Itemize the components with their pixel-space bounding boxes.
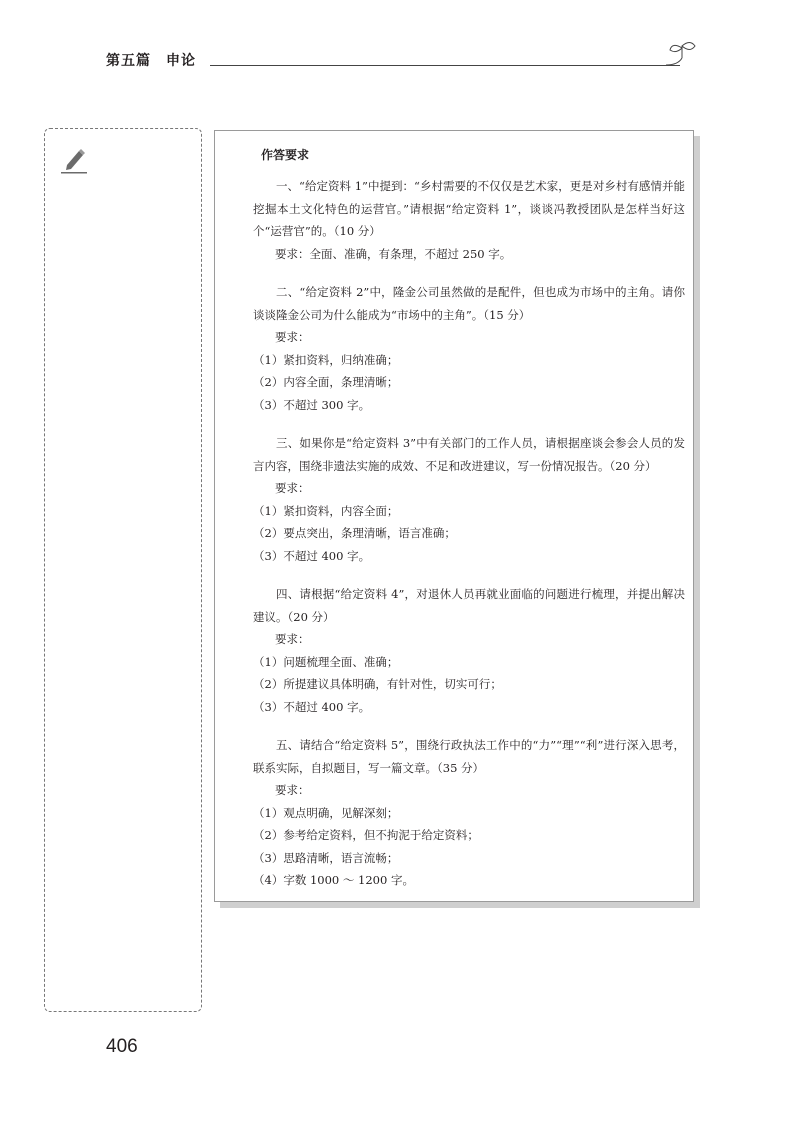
requirement-item: （3）不超过 400 字。	[253, 699, 371, 714]
notes-margin-box	[44, 128, 202, 1012]
question-stem: 三、如果你是“给定资料 3”中有关部门的工作人员，请根据座谈会参会人员的发言内容，围绕非遗法实施的成效、不足和改进建议，写一份情况报告。（20 分）	[253, 436, 685, 473]
requirement-item: （2）内容全面，条理清晰；	[253, 375, 399, 389]
sprout-icon	[664, 40, 698, 70]
page-number: 406	[106, 1036, 138, 1057]
requirement-item: （2）所提建议具体明确，有针对性，切实可行；	[253, 677, 502, 691]
requirement-item: （2）要点突出，条理清晰，语言准确；	[253, 526, 456, 540]
question-1	[253, 175, 685, 265]
chapter-title: 第五篇 申论	[106, 53, 196, 69]
panel-title: 作答要求	[261, 148, 310, 162]
header-rule	[210, 65, 680, 66]
page-header	[0, 0, 800, 90]
question-requirement: 要求：全面、准确，有条理，不超过 250 字。	[275, 246, 512, 261]
pencil-icon	[59, 145, 89, 175]
requirement-item: （3）思路清晰，语言流畅；	[253, 850, 399, 865]
question-stem: 四、请根据“给定资料 4”，对退休人员再就业面临的问题进行梳理，并提出解决建议。（20 分）	[253, 587, 685, 624]
question-3	[253, 432, 685, 567]
question-stem: 二、“给定资料 2”中，隆金公司虽然做的是配件，但也成为市场中的主角。请你谈谈隆金公司为什么能成为“市场中的主角”。（15 分）	[253, 285, 685, 322]
requirement-item: （1）问题梳理全面、准确；	[253, 654, 399, 669]
requirement-item: （1）观点明确，见解深刻；	[253, 805, 399, 820]
answer-requirements-panel	[214, 130, 694, 902]
requirement-item: （1）紧扣资料，归纳准确；	[253, 352, 399, 367]
question-requirement: 要求：	[275, 783, 310, 797]
requirement-item: （2）参考给定资料，但不拘泥于给定资料；	[253, 828, 479, 842]
requirement-item: （3）不超过 300 字。	[253, 397, 371, 412]
requirement-item: （1）紧扣资料，内容全面；	[253, 503, 399, 518]
question-4	[253, 583, 685, 718]
question-stem: 一、“给定资料 1”中提到：“乡村需要的不仅仅是艺术家，更是对乡村有感情并能挖掘本土文化特色的运营官。”请根据“给定资料 1”，谈谈冯教授团队是怎样当好这个“运营官”的。（10 分）	[253, 179, 685, 238]
question-stem: 五、请结合“给定资料 5”，围绕行政执法工作中的“力”“理”“利”进行深入思考，联系实际，自拟题目，写一篇文章。（35 分）	[253, 738, 685, 775]
question-requirement: 要求：	[275, 330, 310, 344]
question-requirement: 要求：	[275, 481, 310, 495]
question-2	[253, 281, 685, 416]
requirement-item: （4）字数 1000 ～ 1200 字。	[253, 873, 414, 887]
question-requirement: 要求：	[275, 632, 310, 646]
question-5	[253, 734, 685, 892]
requirement-item: （3）不超过 400 字。	[253, 548, 371, 563]
